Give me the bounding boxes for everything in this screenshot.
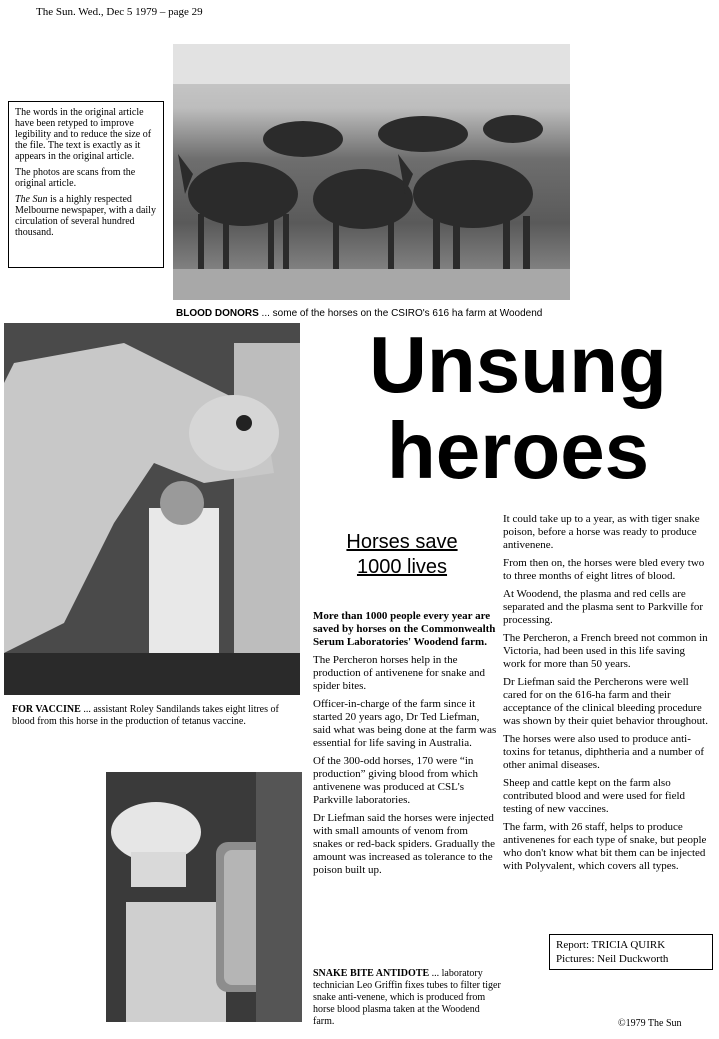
caption-snake-bite-antidote xyxy=(313,968,503,1028)
caption-blood-donors xyxy=(176,308,576,320)
masthead: The Sun. Wed., Dec 5 1979 – page 29 xyxy=(36,6,203,18)
caption-snake-text: ... laboratory technician Leo Griffin fixes tubes to filter tiger snake anti-venene, which is produced from horse blood plasma taken at the Woodend farm. xyxy=(313,968,501,1027)
article-column-2 xyxy=(503,513,708,878)
article-paragraph: Of the 300-odd horses, 170 were “in production” giving blood from which antivenene was produced at CSL's Parkville laboratories. xyxy=(313,755,478,806)
article-paragraph: Dr Liefman said the Percherons were well cared for on the 616-ha farm and their acceptance of the clinical bleeding procedure was shown by their quiet behavior throughout. xyxy=(503,676,708,727)
article-paragraph: From then on, the horses were bled every two to three months of eight litres of blood. xyxy=(503,557,705,582)
copyright: ©1979 The Sun xyxy=(618,1018,682,1029)
article-paragraph: The Percheron, a French breed not common in Victoria, had been used in this life saving work for more than 50 years. xyxy=(503,632,708,670)
headline xyxy=(330,322,706,494)
article-lead-paragraph: More than 1000 people every year are saved by horses on the Commonwealth Serum Laboratories' Woodend farm. xyxy=(313,610,496,648)
article-paragraph: Dr Liefman said the horses were injected with small amounts of venom from snakes or red-back spiders. Gradually the amount was increased as tolerance to the poison built up. xyxy=(313,812,496,876)
credits-box xyxy=(549,934,713,970)
article-column-1 xyxy=(313,610,497,882)
note-paragraph-3-rest: is a highly respected Melbourne newspaper, with a daily circulation of several hundred thousand. xyxy=(15,194,156,238)
caption-for-vaccine-text: ... assistant Roley Sandilands takes eight litres of blood from this horse in the production of tetanus vaccine. xyxy=(12,704,279,727)
article-paragraph: Officer-in-charge of the farm since it started 20 years ago, Dr Ted Liefman, said what was being done at the farm was essential for life saving in Australia. xyxy=(313,698,497,749)
caption-blood-donors-text: ... some of the horses on the CSIRO's 616 ha farm at Woodend xyxy=(258,308,543,319)
note-newspaper-name: The Sun xyxy=(15,194,48,205)
photo-blood-donor-horses xyxy=(173,44,570,300)
subheadline xyxy=(318,530,486,580)
article-paragraph: The horses were also used to produce anti-toxins for tetanus, diphtheria and a number of other animal diseases. xyxy=(503,733,705,771)
credit-pictures: Pictures: Neil Duckworth xyxy=(556,953,669,965)
photo-lab-technician xyxy=(106,772,302,1022)
note-paragraph-3 xyxy=(15,194,157,238)
editor-note-box xyxy=(8,101,164,268)
note-paragraph-1: The words in the original article have been retyped to improve legibility and to reduce the size of the file. The text is exactly as it appears in the original article. xyxy=(15,107,152,162)
article-paragraph: The Percheron horses help in the production of antivenene for snake and spider bites. xyxy=(313,654,485,692)
article-paragraph: The farm, with 26 staff, helps to produce antivenenes for each type of snake, but people who don't know what bit them can be injected with Polyvalent, which covers all types. xyxy=(503,821,707,872)
headline-line-1: Unsung xyxy=(369,320,667,409)
headline-line-2: heroes xyxy=(386,406,650,495)
article-paragraph: It could take up to a year, as with tiger snake poison, before a horse was ready to produce antivenene. xyxy=(503,513,700,551)
caption-for-vaccine xyxy=(12,704,302,728)
article-paragraph: Sheep and cattle kept on the farm also contributed blood and were used for field testing of new vaccines. xyxy=(503,777,686,815)
caption-blood-donors-bold: BLOOD DONORS xyxy=(176,308,259,319)
subheadline-line-2: 1000 lives xyxy=(356,556,448,578)
caption-for-vaccine-bold: FOR VACCINE xyxy=(12,704,81,715)
credit-report: Report: TRICIA QUIRK xyxy=(556,939,666,951)
subheadline-line-1: Horses save xyxy=(346,531,458,553)
note-paragraph-2: The photos are scans from the original article. xyxy=(15,167,136,189)
photo-vaccine-horse xyxy=(4,323,300,695)
caption-snake-bold: SNAKE BITE ANTIDOTE xyxy=(313,968,430,979)
article-paragraph: At Woodend, the plasma and red cells are separated and the plasma sent to Parkville for processing. xyxy=(503,588,704,626)
